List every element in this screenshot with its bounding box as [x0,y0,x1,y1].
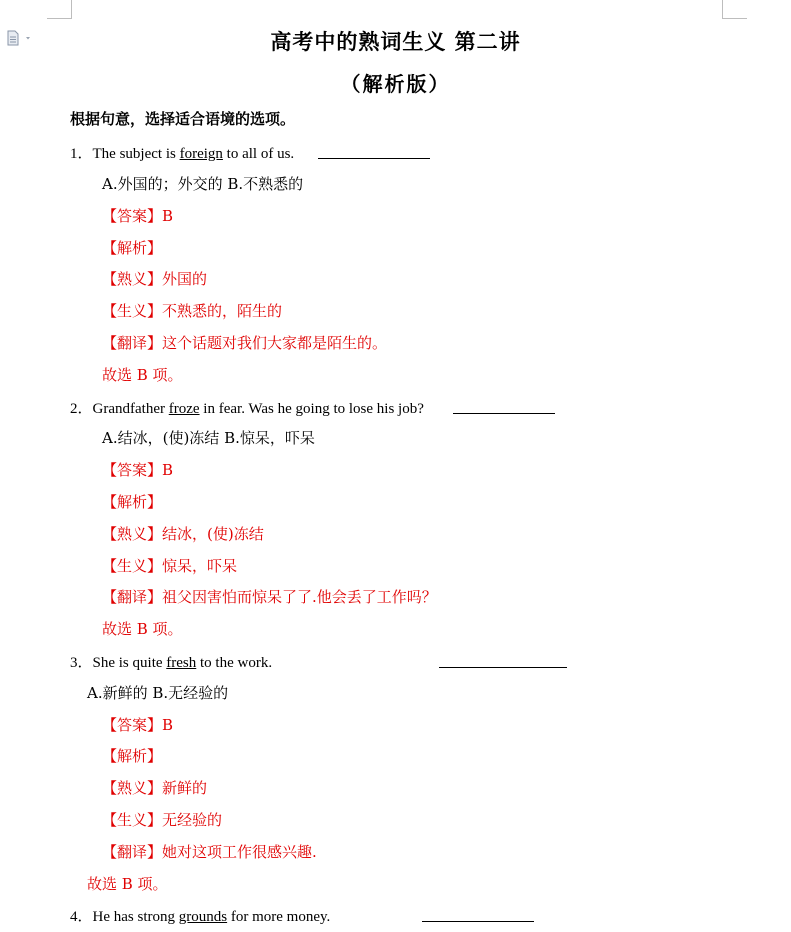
analysis-2: 【解析】 [102,493,163,511]
new-meaning-3: 【生义】无经验的 [102,811,223,829]
familiar-meaning-1: 【熟义】外国的 [102,270,208,288]
document-title: 高考中的熟词生义 第二讲 [270,29,521,54]
document-subtitle: （解析版） [340,72,451,96]
new-meaning-1: 【生义】不熟悉的，陌生的 [102,302,283,320]
options-3: A.新鲜的 B.无经验的 [87,684,229,702]
answer-blank [318,144,430,159]
key-word: fresh [166,655,197,671]
question-text-post: to the work. [196,655,273,671]
answer-blank [422,907,534,922]
new-meaning-2: 【生义】惊呆，吓呆 [102,557,238,575]
conclusion-2: 故选 B 项。 [102,620,183,638]
question-number: 3． [70,655,93,671]
question-text-pre: She is quite [92,655,167,671]
question-1 [70,142,294,163]
question-text-post: in fear. Was he going to lose his job? [199,401,424,417]
analysis-1: 【解析】 [102,239,163,257]
translation-2: 【翻译】祖父因害怕而惊呆了了.他会丢了工作吗？ [102,588,437,606]
key-word: froze [168,401,200,417]
key-word: foreign [179,146,223,162]
question-number: 4． [70,909,93,925]
question-2 [70,397,424,418]
crop-mark-top-left [47,0,72,19]
answer-3: 【答案】B [102,716,174,734]
answer-blank [453,399,555,414]
conclusion-1: 故选 B 项。 [102,366,183,384]
question-text-pre: The subject is [92,146,180,162]
options-1: A.外国的；外交的 B.不熟悉的 [102,175,304,193]
question-number: 2． [70,401,93,417]
question-text-post: for more money. [227,909,331,925]
translation-1: 【翻译】这个话题对我们大家都是陌生的。 [102,334,388,352]
options-2: A.结冰，(使)冻结 B.惊呆，吓呆 [102,429,315,447]
question-3 [70,651,272,672]
translation-3: 【翻译】她对这项工作很感兴趣. [102,843,317,861]
question-4 [70,905,330,926]
question-number: 1． [70,146,93,162]
answer-blank [439,653,567,668]
question-text-pre: He has strong [92,909,179,925]
crop-mark-top-right [722,0,747,19]
key-word: grounds [178,909,228,925]
analysis-3: 【解析】 [102,747,163,765]
answer-2: 【答案】B [102,461,174,479]
familiar-meaning-3: 【熟义】新鲜的 [102,779,208,797]
familiar-meaning-2: 【熟义】结冰，(使)冻结 [102,525,264,543]
question-text-post: to all of us. [222,146,295,162]
question-text-pre: Grandfather [92,401,169,417]
conclusion-3: 故选 B 项。 [87,875,168,893]
answer-1: 【答案】B [102,207,174,225]
instruction-text: 根据句意，选择适合语境的选项。 [70,110,296,128]
